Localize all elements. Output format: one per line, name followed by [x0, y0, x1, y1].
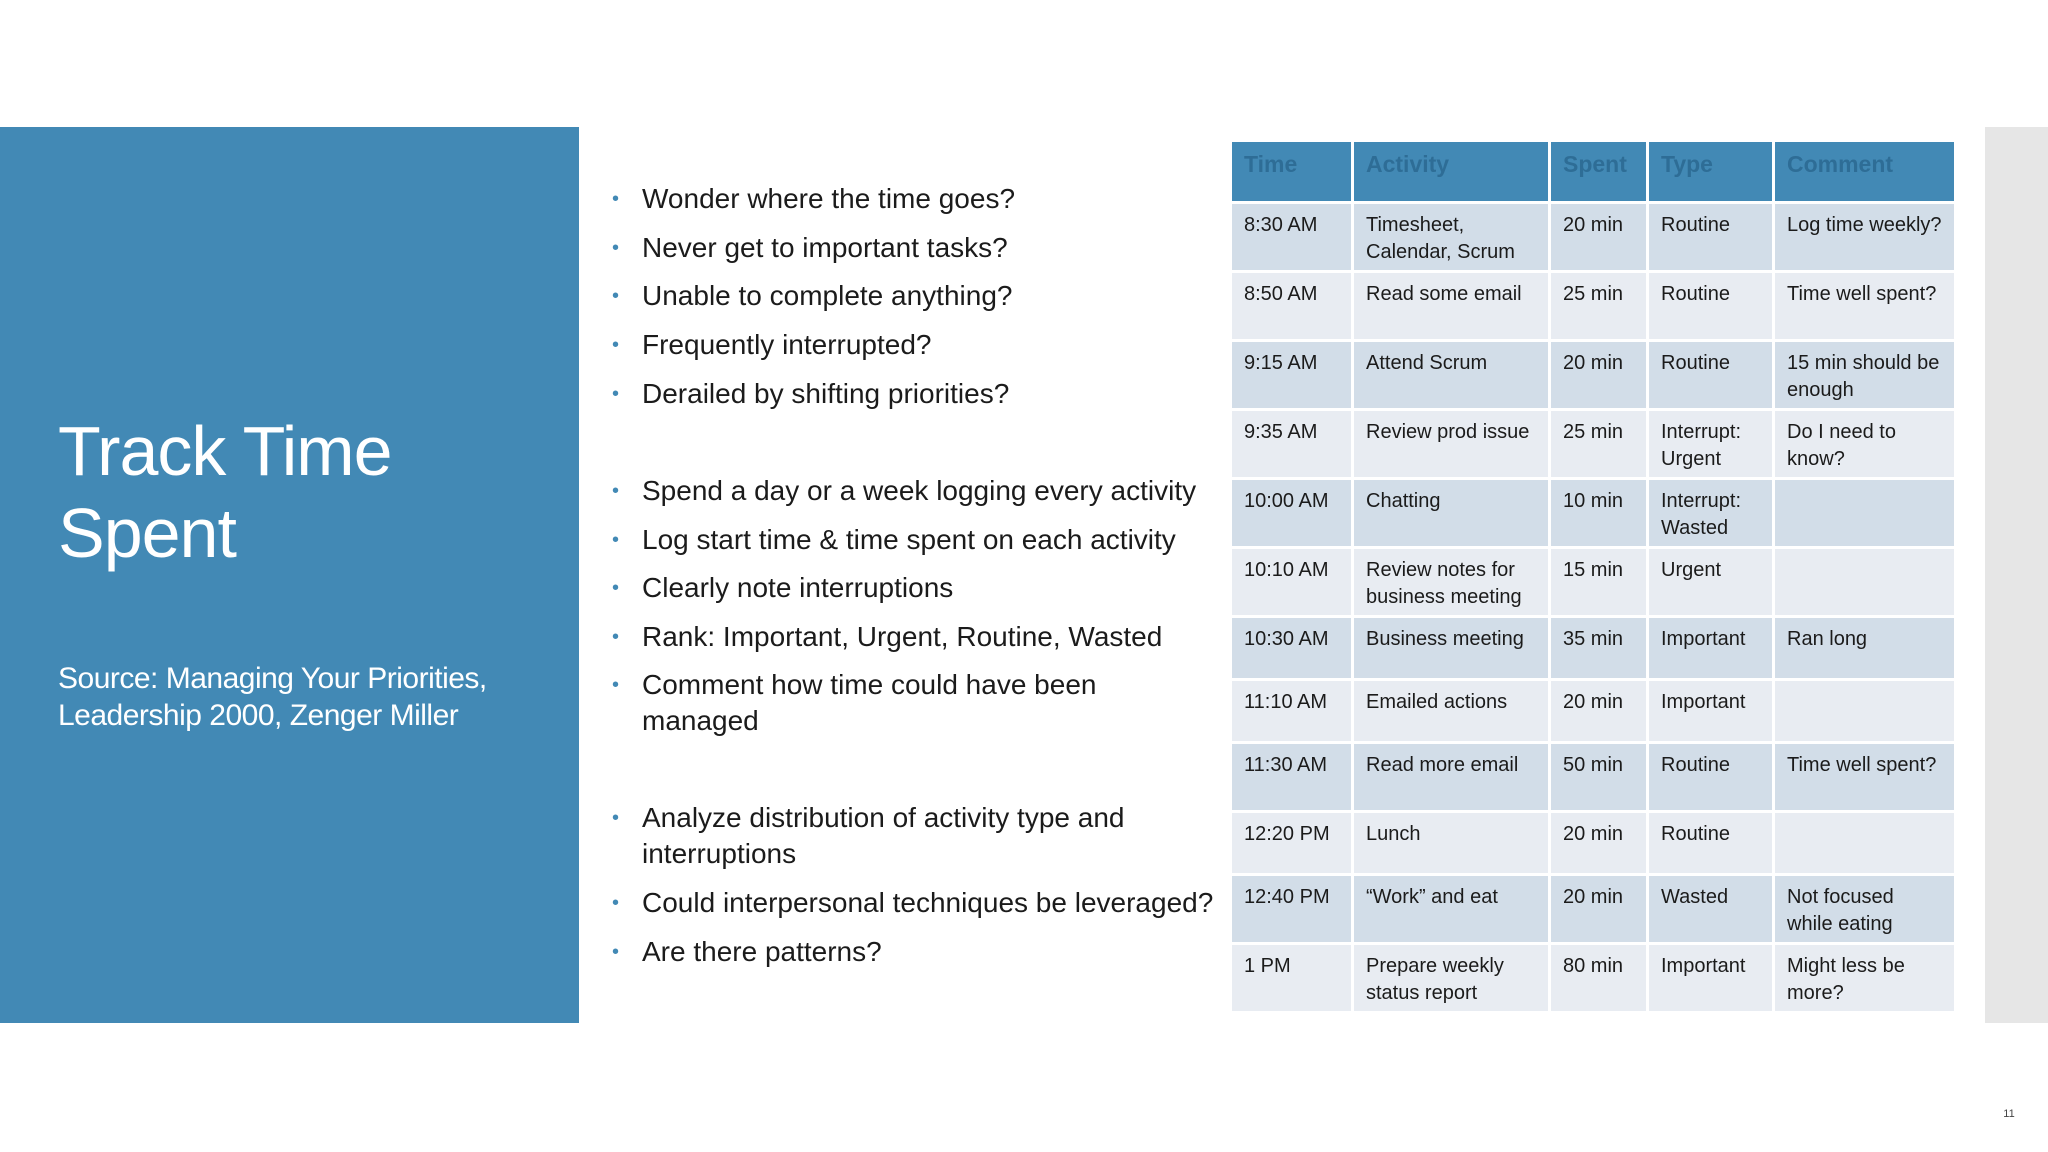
bullet-text: Spend a day or a week logging every activity [642, 475, 1197, 506]
bullet-dot-icon: • [612, 529, 620, 551]
header-type: Type [1648, 141, 1774, 203]
cell-type: Interrupt: Urgent [1648, 410, 1774, 479]
cell-time: 10:10 AM [1231, 548, 1353, 617]
cell-comment: Log time weekly? [1774, 203, 1956, 272]
bullet-dot-icon: • [612, 285, 620, 307]
cell-spent: 15 min [1550, 548, 1648, 617]
bullet-text: Clearly note interruptions [642, 572, 954, 603]
header-activity: Activity [1353, 141, 1550, 203]
bullet-dot-icon: • [612, 188, 620, 210]
cell-comment: Do I need to know? [1774, 410, 1956, 479]
table-row [1231, 272, 1956, 341]
bullet-dot-icon: • [612, 674, 620, 696]
cell-activity: “Work” and eat [1353, 875, 1550, 944]
bullet-dot-icon: • [612, 383, 620, 405]
page-number: 11 [2003, 1108, 2015, 1120]
slide-title-line-2: Spent [58, 494, 236, 572]
header-comment: Comment [1774, 141, 1956, 203]
cell-comment [1774, 479, 1956, 548]
cell-time: 8:50 AM [1231, 272, 1353, 341]
cell-activity: Lunch [1353, 812, 1550, 875]
bullet-item [612, 230, 1222, 266]
bullet-item [612, 327, 1222, 363]
header-time: Time [1231, 141, 1353, 203]
bullet-item [612, 473, 1222, 509]
bullet-dot-icon: • [612, 941, 620, 963]
cell-type: Important [1648, 944, 1774, 1013]
cell-spent: 20 min [1550, 341, 1648, 410]
table-row [1231, 944, 1956, 1013]
bullet-item [612, 885, 1222, 921]
title-panel [0, 127, 579, 1023]
table-row [1231, 479, 1956, 548]
source-line-1: Source: Managing Your Priorities, [58, 662, 487, 695]
bullet-item [612, 522, 1222, 558]
bullet-text: Rank: Important, Urgent, Routine, Wasted [642, 621, 1163, 652]
cell-activity: Prepare weekly status report [1353, 944, 1550, 1013]
bullet-item [612, 934, 1222, 970]
bullet-item [612, 181, 1222, 217]
table-row [1231, 548, 1956, 617]
cell-spent: 50 min [1550, 743, 1648, 812]
cell-comment: Might less be more? [1774, 944, 1956, 1013]
bullet-text: Never get to important tasks? [642, 232, 1008, 263]
cell-spent: 20 min [1550, 875, 1648, 944]
source-line-2: Leadership 2000, Zenger Miller [58, 699, 459, 732]
table-row [1231, 680, 1956, 743]
bullet-dot-icon: • [612, 480, 620, 502]
bullet-dot-icon: • [612, 334, 620, 356]
cell-spent: 25 min [1550, 272, 1648, 341]
table-row [1231, 875, 1956, 944]
bullet-dot-icon: • [612, 892, 620, 914]
cell-type: Important [1648, 617, 1774, 680]
bullet-dot-icon: • [612, 577, 620, 599]
cell-activity: Chatting [1353, 479, 1550, 548]
bullet-text: Log start time & time spent on each activity [642, 524, 1176, 555]
cell-activity: Emailed actions [1353, 680, 1550, 743]
bullet-text: Derailed by shifting priorities? [642, 378, 1010, 409]
cell-time: 10:00 AM [1231, 479, 1353, 548]
cell-comment: 15 min should be enough [1774, 341, 1956, 410]
cell-type: Routine [1648, 812, 1774, 875]
cell-activity: Attend Scrum [1353, 341, 1550, 410]
cell-type: Routine [1648, 272, 1774, 341]
cell-comment: Not focused while eating [1774, 875, 1956, 944]
bullet-item [612, 667, 1132, 739]
slide-title-line-1: Track Time [58, 412, 392, 490]
bullet-item [612, 570, 1222, 606]
cell-activity: Review prod issue [1353, 410, 1550, 479]
bullet-item [612, 278, 1222, 314]
cell-activity: Review notes for business meeting [1353, 548, 1550, 617]
bullet-text: Comment how time could have been managed [642, 669, 1097, 736]
cell-comment: Ran long [1774, 617, 1956, 680]
header-spent: Spent [1550, 141, 1648, 203]
cell-spent: 20 min [1550, 812, 1648, 875]
cell-comment [1774, 812, 1956, 875]
cell-activity: Business meeting [1353, 617, 1550, 680]
cell-activity: Read some email [1353, 272, 1550, 341]
cell-time: 9:15 AM [1231, 341, 1353, 410]
table-row [1231, 812, 1956, 875]
cell-spent: 20 min [1550, 203, 1648, 272]
cell-time: 12:20 PM [1231, 812, 1353, 875]
table-row [1231, 617, 1956, 680]
cell-time: 1 PM [1231, 944, 1353, 1013]
time-log-table [1229, 139, 1957, 1014]
cell-spent: 20 min [1550, 680, 1648, 743]
cell-comment: Time well spent? [1774, 272, 1956, 341]
cell-time: 10:30 AM [1231, 617, 1353, 680]
cell-type: Routine [1648, 743, 1774, 812]
cell-type: Routine [1648, 341, 1774, 410]
cell-type: Wasted [1648, 875, 1774, 944]
slide-source [58, 660, 568, 734]
cell-type: Urgent [1648, 548, 1774, 617]
side-strip [1985, 127, 2048, 1023]
bullet-item [612, 376, 1222, 412]
table-row [1231, 341, 1956, 410]
bullet-item [612, 800, 1152, 872]
bullet-text: Unable to complete anything? [642, 280, 1013, 311]
cell-activity: Read more email [1353, 743, 1550, 812]
bullet-dot-icon: • [612, 626, 620, 648]
table-row [1231, 410, 1956, 479]
bullet-text: Analyze distribution of activity type and interruptions [642, 802, 1125, 869]
bullet-text: Could interpersonal techniques be leveraged? [642, 887, 1214, 918]
bullet-text: Wonder where the time goes? [642, 183, 1016, 214]
cell-activity: Timesheet, Calendar, Scrum [1353, 203, 1550, 272]
cell-spent: 35 min [1550, 617, 1648, 680]
cell-time: 8:30 AM [1231, 203, 1353, 272]
table-header-row [1231, 141, 1956, 203]
bullet-text: Are there patterns? [642, 936, 882, 967]
cell-type: Routine [1648, 203, 1774, 272]
bullet-item [612, 619, 1222, 655]
cell-comment: Time well spent? [1774, 743, 1956, 812]
cell-spent: 25 min [1550, 410, 1648, 479]
cell-time: 11:10 AM [1231, 680, 1353, 743]
cell-time: 9:35 AM [1231, 410, 1353, 479]
bullet-text: Frequently interrupted? [642, 329, 932, 360]
table-row [1231, 743, 1956, 812]
bullet-dot-icon: • [612, 237, 620, 259]
cell-comment [1774, 548, 1956, 617]
slide-title [58, 410, 558, 574]
cell-type: Interrupt: Wasted [1648, 479, 1774, 548]
cell-spent: 80 min [1550, 944, 1648, 1013]
cell-spent: 10 min [1550, 479, 1648, 548]
time-log-table-wrapper [1229, 139, 1954, 1014]
cell-comment [1774, 680, 1956, 743]
table-row [1231, 203, 1956, 272]
bullet-dot-icon: • [612, 807, 620, 829]
cell-time: 12:40 PM [1231, 875, 1353, 944]
cell-time: 11:30 AM [1231, 743, 1353, 812]
cell-type: Important [1648, 680, 1774, 743]
